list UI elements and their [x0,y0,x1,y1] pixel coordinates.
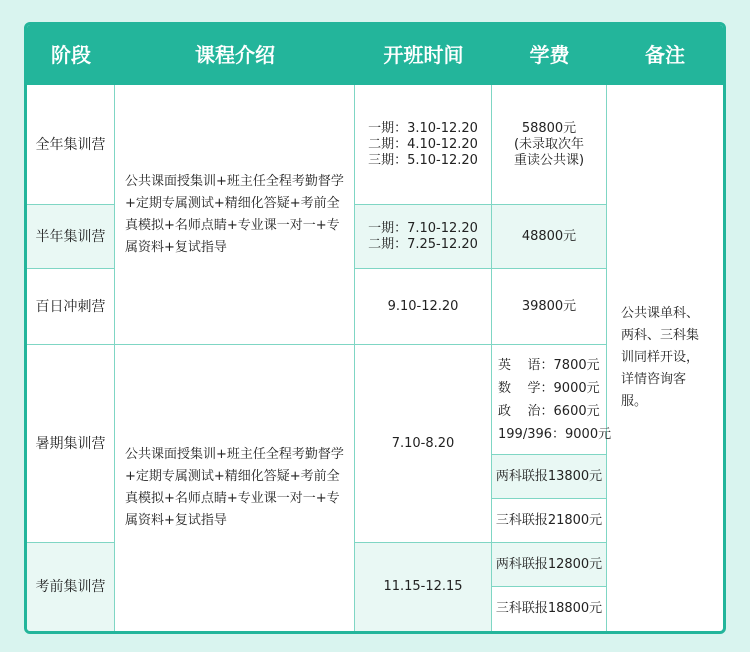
fee-half-year: 48800元 [492,205,607,269]
time-hundred-day: 9.10-12.20 [355,269,492,345]
header-note: 备注 [645,43,685,67]
time-summer: 7.10-8.20 [355,345,492,543]
header-stage: 阶段 [51,43,91,67]
fee-summer-three: 三科联报21800元 [492,499,607,543]
table-header [27,25,723,85]
fee-summer-two: 两科联报13800元 [492,455,607,499]
time-full-year-cell [355,85,492,205]
fee-summer-single: 英 语：7800元 数 学：9000元 政 治：6600元 199/396：9000元 [492,345,607,455]
stage-hundred-day: 百日冲刺营 [27,269,115,345]
stage-half-year: 半年集训营 [27,205,115,269]
stage-summer: 暑期集训营 [27,345,115,543]
header-course: 课程介绍 [195,43,275,67]
time-full-year: 一期：3.10-12.20 二期：4.10-12.20 三期：5.10-12.20 [368,120,478,168]
course-table [24,22,726,634]
time-pre-exam: 11.15-12.15 [355,543,492,631]
fee-pre-exam-three: 三科联报18800元 [492,587,607,631]
time-half-year-cell [355,205,492,269]
note-text: 公共课单科、两科、三科集训同样开设，详情咨询客服。 [621,306,700,409]
fee-full-year-cell [492,85,607,205]
fee-hundred-day: 39800元 [492,269,607,345]
stage-pre-exam: 考前集训营 [27,543,115,631]
fee-pre-exam-two: 两科联报12800元 [492,543,607,587]
header-fee: 学费 [529,43,570,67]
fee-full-year: 58800元 (未录取次年 重读公共课) [513,120,585,168]
header-time: 开班时间 [383,43,464,67]
stage-full-year: 全年集训营 [27,85,115,205]
time-half-year: 一期：7.10-12.20 二期：7.25-12.20 [368,220,478,252]
course-description-1: 公共课面授集训+班主任全程考勤督学+定期专属测试+精细化答疑+考前全真模拟+名师点睛+专业课一对一+专属资料+复试指导 [115,85,355,345]
course-description-2: 公共课面授集训+班主任全程考勤督学+定期专属测试+精细化答疑+考前全真模拟+名师点睛+专业课一对一+专属资料+复试指导 [115,345,355,631]
